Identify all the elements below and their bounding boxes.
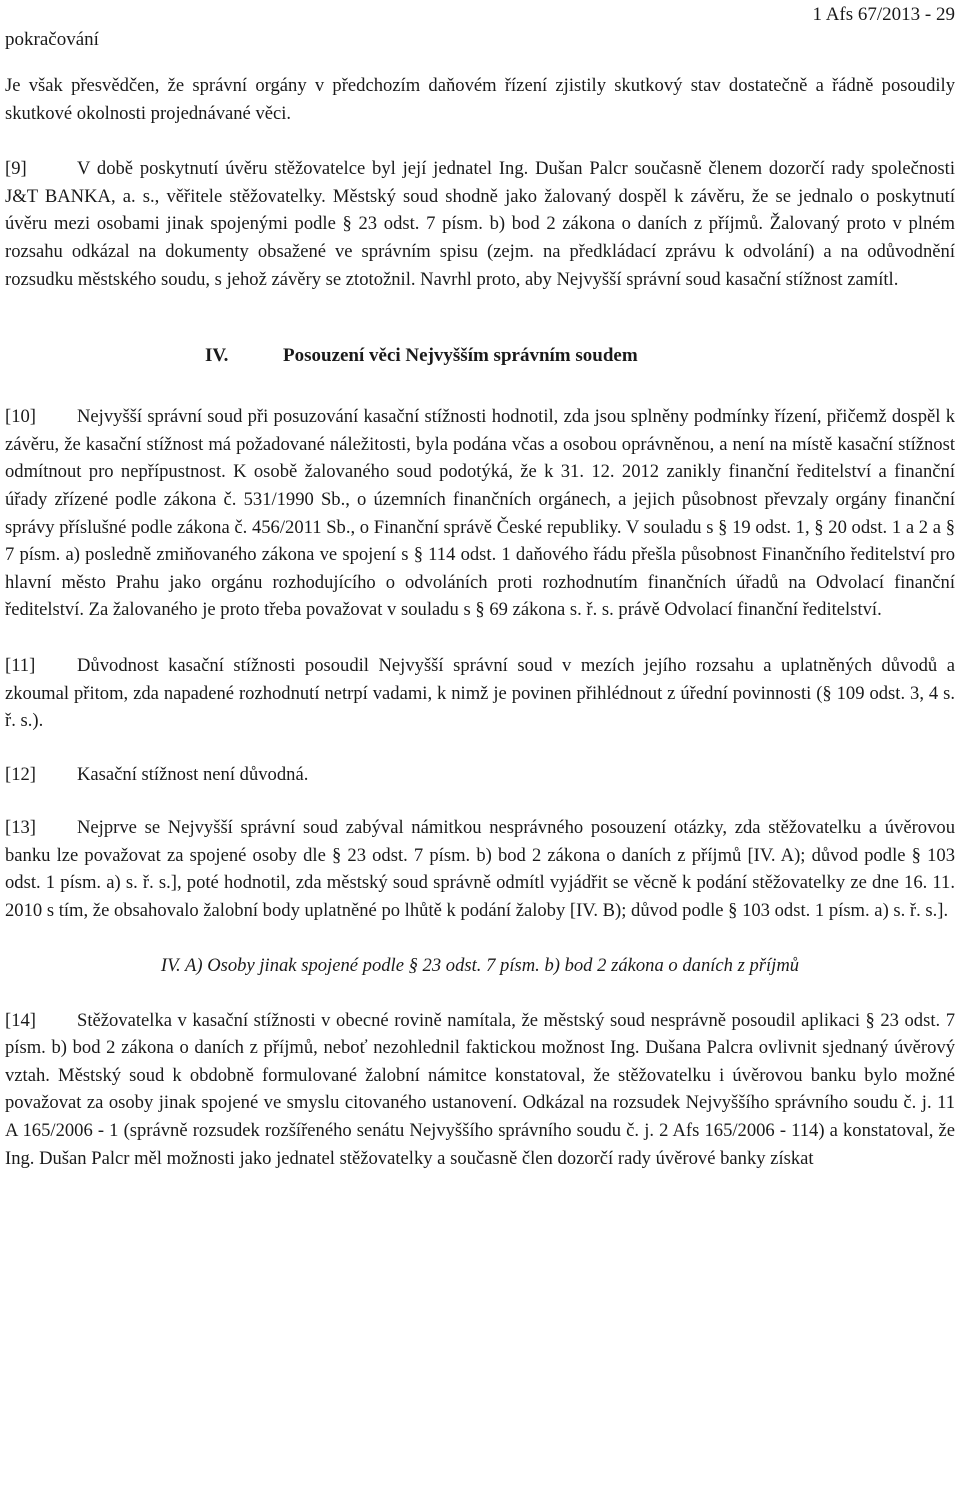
paragraph-text: Kasační stížnost není důvodná. xyxy=(77,763,309,785)
subsection-heading: IV. A) Osoby jinak spojené podle § 23 odst. 7 písm. b) bod 2 zákona o daních z příjmů xyxy=(160,954,800,976)
section-number: IV. xyxy=(205,345,229,367)
section-heading xyxy=(5,345,955,373)
paragraph-11 xyxy=(5,652,955,735)
paragraph-number: [11] xyxy=(5,654,36,676)
paragraph-text: V době poskytnutí úvěru stěžovatelce byl její jednatel Ing. Dušan Palcr současně členem dozorčí rady společnosti J&T BANKA, a. s., věřitele stěžovatelky. Městský soud shodně jako žalovaný dospěl k závěru, že se jednalo o poskytnutí úvěru mezi osobami jinak spojenými podle § 23 odst. 7 písm. b) bod 2 zákona o daních z příjmů. Žalovaný proto v plném rozsahu odkázal na dokumenty obsažené ve správním spisu (zejm. na předkládací zprávu k odvolání) a na odůvodnění rozsudku městského soudu, s jehož závěry se ztotožnil. Navrhl proto, aby Nejvyšší správní soud kasační stížnost zamítl. xyxy=(5,158,955,290)
continuation-label: pokračování xyxy=(5,29,99,50)
page-header xyxy=(5,0,955,56)
paragraph-9 xyxy=(5,155,955,293)
paragraph-text: Stěžovatelka v kasační stížnosti v obecné rovině namítala, že městský soud nesprávně posoudil aplikaci § 23 odst. 7 písm. b) bod 2 zákona o daních z příjmů, neboť nezohlednil faktickou možnost Ing. Dušana Palcra ovlivnit sjednaný úvěrový vztah. Městský soud k obdobně formulované žalobní námitce konstatoval, že stěžovatelku i úvěrovou banku bylo možné považovat za osoby jinak spojené ve smyslu citovaného ustanovení. Odkázal na rozsudek Nejvyššího správního soudu č. j. 11 A 165/2006 - 1 (správně rozsudek rozšířeného senátu Nejvyššího správního soudu č. j. 2 Afs 165/2006 - 114) a konstatoval, že Ing. Dušan Palcr měl možnosti jako jednatel stěžovatelky a současně člen dozorčí rady úvěrové banky získat xyxy=(5,1009,955,1169)
case-number: 1 Afs 67/2013 - 29 xyxy=(812,4,955,25)
paragraph-text: Nejprve se Nejvyšší správní soud zabýval námitkou nesprávného posouzení otázky, zda stěžovatelku a úvěrovou banku lze považovat za spojené osoby dle § 23 odst. 7 písm. b) bod 2 zákona o daních z příjmů [IV. A); důvod podle § 103 odst. 1 písm. a) s. ř. s.], poté hodnotil, zda městský soud správně odmítl vyjádřit se věcně k podání stěžovatelky ze dne 16. 11. 2010 s tím, že obsahovalo žalobní body uplatněné po lhůtě k podání žaloby [IV. B); důvod podle § 103 odst. 1 písm. a) s. ř. s.]. xyxy=(5,817,955,922)
paragraph-10 xyxy=(5,403,955,624)
paragraph-number: [12] xyxy=(5,763,36,785)
paragraph-number: [13] xyxy=(5,817,36,839)
document-page xyxy=(5,0,955,1172)
paragraph-text: Důvodnost kasační stížnosti posoudil Nejvyšší správní soud v mezích jejího rozsahu a uplatněných důvodů a zkoumal přitom, zda napadené rozhodnutí netrpí vadami, k nimž je povinen přihlédnout z úřední povinnosti (§ 109 odst. 3, 4 s. ř. s.). xyxy=(5,654,955,732)
intro-paragraph: Je však přesvědčen, že správní orgány v předchozím daňovém řízení zjistily skutkový stav dostatečně a řádně posoudily skutkové okolnosti projednávané věci. xyxy=(5,75,955,124)
paragraph-13 xyxy=(5,814,955,924)
section-title: Posouzení věci Nejvyšším správním soudem xyxy=(283,345,638,367)
paragraph-14 xyxy=(5,1007,955,1173)
paragraph-number: [9] xyxy=(5,158,27,180)
paragraph-12 xyxy=(5,761,955,789)
paragraph-text: Nejvyšší správní soud při posuzování kasační stížnosti hodnotil, zda jsou splněny podmínky řízení, přičemž dospěl k závěru, že kasační stížnost má požadované náležitosti, byla podána včas a osobou oprávněnou, a není na místě kasační stížnost odmítnout pro nepřípustnost. K osobě žalovaného soud podotýká, že k 31. 12. 2012 zanikly finanční ředitelství a finanční úřady zřízené podle zákona č. 531/1990 Sb., o územních finančních orgánech, a jejich působnost převzaly orgány finanční správy příslušné podle zákona č. 456/2011 Sb., o Finanční správě České republiky. V souladu s § 19 odst. 1, § 20 odst. 1 a 2 a § 7 písm. a) posledně zmiňovaného zákona ve spojení s § 114 odst. 1 daňového řádu přešla působnost Finančního ředitelství pro hlavní město Prahu jako orgánu rozhodujícího o odvoláních proti rozhodnutím finančních úřadů na Odvolací finanční ředitelství. Za žalovaného je proto třeba považovat v souladu s § 69 zákona s. ř. s. právě Odvolací finanční ředitelství. xyxy=(5,406,955,621)
paragraph-number: [14] xyxy=(5,1009,36,1031)
paragraph-number: [10] xyxy=(5,406,36,428)
